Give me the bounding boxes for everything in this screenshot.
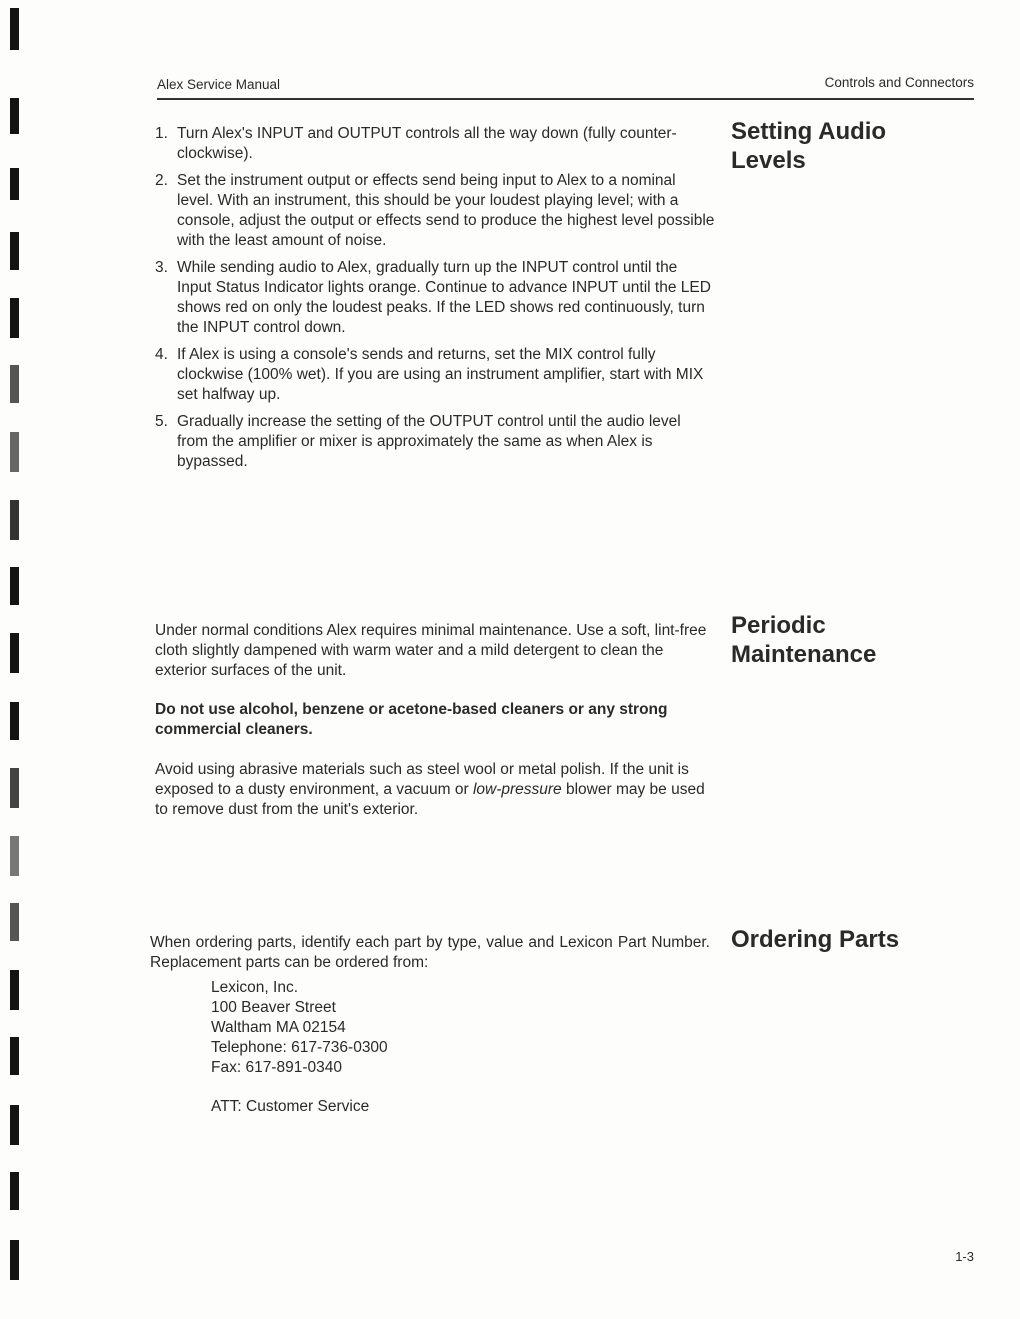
section-title-line: Maintenance [731, 641, 877, 668]
binding-mark [10, 702, 19, 740]
binding-mark [10, 365, 19, 403]
manual-title: Alex Service Manual [157, 77, 281, 92]
section-title-setting-audio-levels [731, 117, 886, 175]
binding-mark [10, 168, 19, 200]
binding-mark [10, 232, 19, 270]
address-telephone: Telephone: 617-736-0300 [211, 1039, 388, 1056]
binding-mark [10, 1172, 19, 1210]
binding-mark [10, 1037, 19, 1075]
step-number: 2. [155, 172, 168, 189]
section-title-periodic-maintenance [731, 611, 876, 669]
cleaning-warning: Do not use alcohol, benzene or acetone-based cleaners or any strong commercial cleaners. [155, 701, 668, 738]
step-number: 5. [155, 413, 168, 430]
binding-mark [10, 768, 19, 808]
step-text: Gradually increase the setting of the OUTPUT control until the audio level from the amplifier or mixer is approximately the same as when Alex is bypassed. [177, 413, 681, 470]
list-item [155, 345, 715, 405]
dust-text: Avoid using abrasive materials such as steel wool or metal polish. If the unit is exposed to a dusty environment, a vacuum or [155, 761, 689, 798]
binding-mark [10, 98, 19, 134]
address-company: Lexicon, Inc. [211, 979, 299, 996]
list-item [155, 258, 715, 338]
running-header [157, 74, 974, 100]
list-item [155, 171, 715, 251]
binding-mark [10, 432, 19, 472]
dust-paragraph [155, 760, 715, 820]
step-text: Turn Alex's INPUT and OUTPUT controls all the way down (fully counter-clockwise). [177, 125, 677, 162]
maintenance-paragraph: Under normal conditions Alex requires minimal maintenance. Use a soft, lint-free cloth slightly dampened with warm water and a mild detergent to clean the exterior surfaces of the unit. [155, 622, 707, 679]
address-fax: Fax: 617-891-0340 [211, 1059, 342, 1076]
dust-emphasis: low-pressure [472, 781, 562, 798]
binding-mark [10, 8, 19, 50]
chapter-title: Controls and Connectors [824, 75, 974, 90]
step-text: If Alex is using a console's sends and returns, set the MIX control fully clockwise (100% wet). If you are using an instrument amplifier, start with MIX set halfway up. [177, 346, 704, 403]
list-item [155, 124, 715, 164]
attention-line: ATT: Customer Service [211, 1098, 370, 1115]
address-street: 100 Beaver Street [211, 999, 336, 1016]
binding-mark [10, 836, 19, 876]
dust-text: blower may be used to remove dust from the unit's exterior. [155, 781, 705, 818]
address-city: Waltham MA 02154 [211, 1019, 346, 1036]
step-text: Set the instrument output or effects send being input to Alex to a nominal level. With an instrument, this should be your loudest playing level; with a console, adjust the output or effects send to produce the highest level possible with the least amount of noise. [177, 172, 715, 249]
section-title-ordering-parts: Ordering Parts [731, 926, 900, 953]
binding-mark [10, 970, 19, 1010]
section-title-line: Periodic [731, 612, 826, 639]
supplier-address [211, 978, 388, 1078]
ordering-intro: When ordering parts, identify each part by type, value and Lexicon Part Number. Replacement parts can be ordered from: [150, 934, 710, 971]
binding-mark [10, 633, 19, 673]
page-number: 1-3 [955, 1249, 974, 1264]
section-title-line: Levels [731, 147, 806, 174]
binding-mark [10, 567, 19, 605]
binding-mark [10, 1240, 19, 1280]
binding-mark [10, 298, 19, 338]
step-number: 1. [155, 125, 168, 142]
list-item [155, 412, 715, 472]
binding-mark [10, 1105, 19, 1145]
step-number: 3. [155, 259, 168, 276]
step-number: 4. [155, 346, 168, 363]
binding-mark [10, 903, 19, 941]
section-title-line: Setting Audio [731, 118, 887, 145]
setup-steps-list [155, 124, 715, 479]
step-text: While sending audio to Alex, gradually turn up the INPUT control until the Input Status Indicator lights orange. Continue to advance INPUT until the LED shows red on only the loudest peaks. If the LED shows red continuously, turn the INPUT control down. [177, 259, 711, 336]
binding-mark [10, 500, 19, 540]
